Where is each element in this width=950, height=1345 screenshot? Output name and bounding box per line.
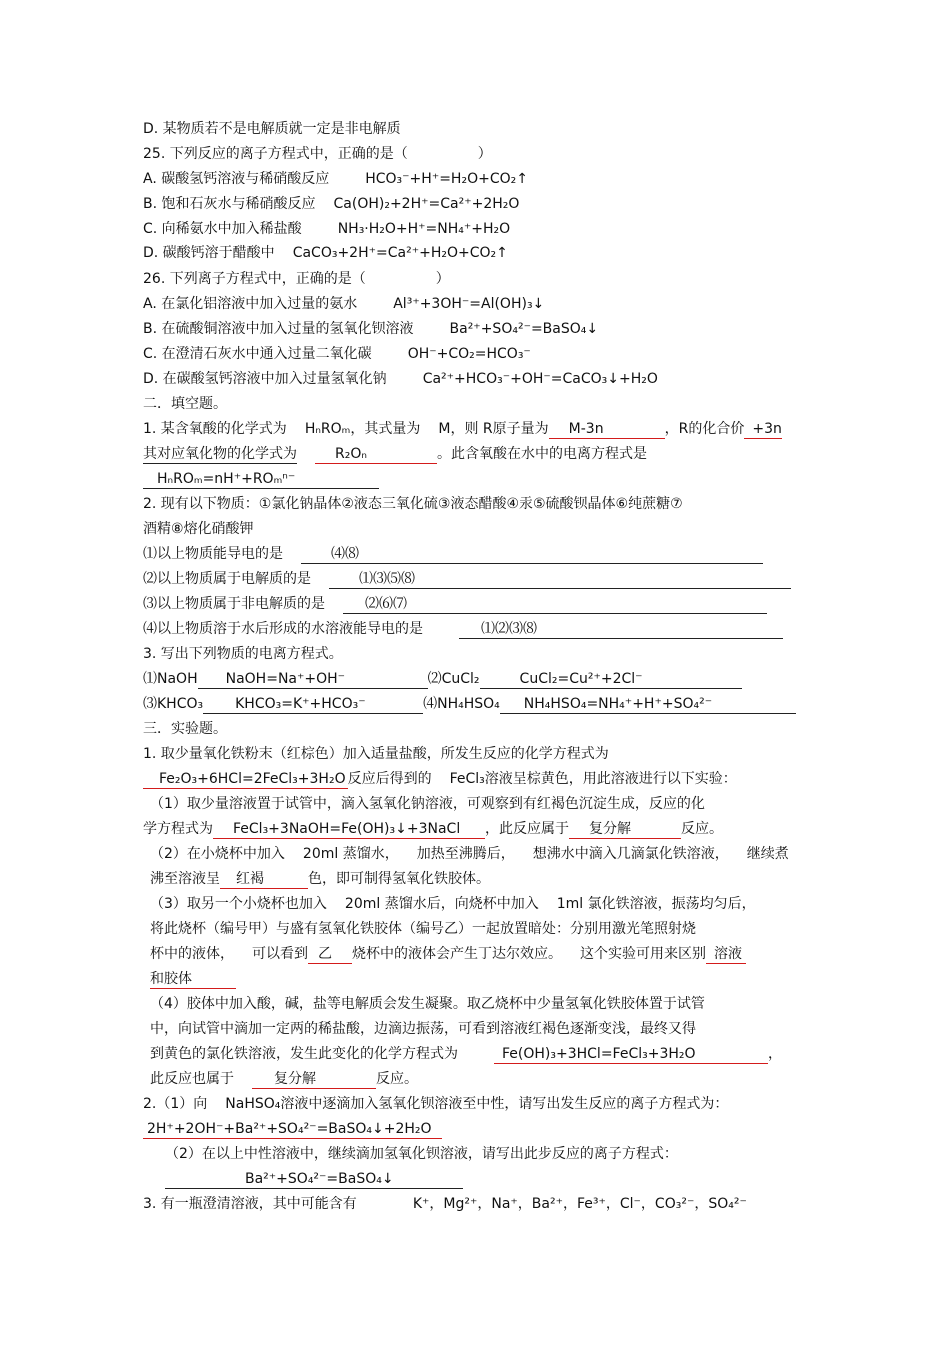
answer-atomic-mass: M-3n [549, 420, 665, 439]
text: ⑶以上物质属于非电解质的是 [143, 596, 325, 612]
text: ， [768, 1046, 782, 1062]
text: 1ml 氯化铁溶液，振荡均匀后， [556, 896, 756, 912]
text: B. 在硫酸铜溶液中加入过量的氢氧化钡溶液 [143, 321, 414, 337]
text: ⑶KHCO₃ [143, 696, 204, 712]
exp-q1-part4-line4 [150, 1070, 418, 1089]
text: 想沸水中滴入几滴氯化铁溶液， [532, 846, 729, 862]
text: 反应。 [376, 1071, 418, 1087]
answer-valence: +3n [744, 420, 782, 439]
text: ⑵以上物质属于电解质的是 [143, 571, 311, 587]
text: 酒精⑧熔化硝酸钾 [143, 521, 254, 537]
text: ⑷NH₄HSO₄ [423, 696, 500, 712]
equation: Ba²⁺+SO₄²⁻=BaSO₄↓ [449, 321, 599, 337]
text: 1. 取少量氧化铁粉末（红棕色）加入适量盐酸，所发生反应的化学方程式为 [143, 746, 609, 762]
text: 三．实验题。 [143, 721, 227, 737]
answer-ionization: HₙROₘ=nH⁺+ROₘⁿ⁻ [143, 470, 379, 489]
answer-fe2o3-hcl: Fe₂O₃+6HCl=2FeCl₃+3H₂O [143, 770, 348, 789]
fill-q1-line3 [143, 470, 379, 489]
text: 色，即可制得氢氧化铁胶体。 [308, 871, 490, 887]
text: M，则 R原子量为 [438, 421, 549, 437]
equation: Ca(OH)₂+2H⁺=Ca²⁺+2H₂O [333, 196, 520, 212]
text: 将此烧杯（编号甲）与盛有氢氧化铁胶体（编号乙）一起放置暗处：分别用激光笔照射烧 [150, 921, 696, 937]
exp-q2-part1-answer [143, 1120, 442, 1139]
text: ⑵CuCl₂ [427, 671, 480, 687]
fill-q3-stem [143, 645, 343, 663]
text: 此反应也属于 [150, 1071, 234, 1087]
q24-option-d [143, 120, 401, 138]
text: 3. 写出下列物质的电离方程式。 [143, 646, 343, 662]
answer-barium-sulfate: Ba²⁺+SO₄²⁻=BaSO₄↓ [165, 1170, 463, 1189]
answer-fecl3-naoh: FeCl₃+3NaOH=Fe(OH)₃↓+3NaCl [213, 820, 485, 839]
exp-q1-part3-line2 [150, 920, 696, 938]
q26-option-c [143, 345, 531, 363]
text: 这个实验可用来区别 [580, 946, 706, 962]
equation: HCO₃⁻+H⁺=H₂O+CO₂↑ [365, 171, 528, 187]
text: 20ml 蒸馏水后，向烧杯中加入 [344, 896, 539, 912]
exp-q2-part2-answer [165, 1170, 463, 1189]
text: 1. 某含氧酸的化学式为 [143, 421, 287, 437]
text: （2）在小烧杯中加入 [150, 846, 285, 862]
text: 可以看到 [252, 946, 308, 962]
text: 26. 下列离子方程式中，正确的是（ ） [143, 271, 450, 287]
text: 2. 现有以下物质：①氯化钠晶体②液态三氧化硫③液态醋酸④汞⑤硫酸钡晶体⑥纯蔗糖⑦ [143, 496, 683, 512]
exp-q1-stem [143, 745, 609, 763]
q25-option-a [143, 170, 528, 188]
text: 杯中的液体， [150, 946, 234, 962]
text: ⑴NaOH [143, 671, 198, 687]
section-fill-in-heading [143, 395, 227, 413]
q25-stem [143, 145, 492, 163]
text: FeCl₃溶液呈棕黄色，用此溶液进行以下实验： [449, 771, 737, 787]
ion-list: K⁺，Mg²⁺，Na⁺，Ba²⁺，Fe³⁺，Cl⁻，CO₃²⁻，SO₄²⁻ [412, 1196, 747, 1212]
q26-option-b [143, 320, 598, 338]
answer-distinguish-cont: 和胶体 [150, 970, 236, 989]
answer-nonelectrolytes: ⑵⑹⑺ [343, 595, 767, 614]
exp-q1-part2-line2 [150, 870, 490, 889]
text: D. 在碳酸氢钙溶液中加入过量氢氧化钠 [143, 371, 387, 387]
exp-q1-part2-line1 [150, 845, 789, 863]
text: ⑴以上物质能导电的是 [143, 546, 283, 562]
text: D. 碳酸钙溶于醋酸中 [143, 245, 275, 261]
text: 反应。 [681, 821, 723, 837]
q26-option-a [143, 295, 544, 313]
text: 烧杯中的液体会产生丁达尔效应。 [352, 946, 562, 962]
exp-q3-stem [143, 1195, 747, 1213]
text: C. 在澄清石灰水中通入过量二氧化碳 [143, 346, 372, 362]
fill-q2-sub1 [143, 545, 763, 564]
text: （4）胶体中加入酸，碱，盐等电解质会发生凝聚。取乙烧杯中少量氢氧化铁胶体置于试管 [150, 996, 705, 1012]
q25-option-c [143, 220, 510, 238]
answer-khco3: KHCO₃=K⁺+HCO₃⁻ [203, 695, 423, 714]
text: 二．填空题。 [143, 396, 227, 412]
text: D. 某物质若不是电解质就一定是非电解质 [143, 121, 401, 137]
fill-q2-line1 [143, 495, 683, 513]
equation: CaCO₃+2H⁺=Ca²⁺+H₂O+CO₂↑ [292, 245, 508, 261]
answer-beaker: 乙 [308, 945, 352, 964]
text: （3）取另一个小烧杯也加入 [150, 896, 327, 912]
exp-q1-part3-line1 [150, 895, 756, 913]
exp-q1-part4-line3 [150, 1045, 782, 1064]
equation: NH₃·H₂O+H⁺=NH₄⁺+H₂O [337, 221, 511, 237]
text: 继续煮 [746, 846, 789, 862]
answer-conductive: ⑷⑻ [301, 545, 763, 564]
exp-q1-part3-line3 [150, 945, 746, 964]
text: 3. 有一瓶澄清溶液，其中可能含有 [143, 1196, 357, 1212]
fill-q1-line1 [143, 420, 782, 439]
equation: Al³⁺+3OH⁻=Al(OH)₃↓ [393, 296, 545, 312]
answer-reaction-type-2: 复分解 [252, 1070, 376, 1089]
text: ，R的化合价 [664, 421, 745, 437]
exp-q1-part3-line4 [150, 970, 236, 989]
equation: Ca²⁺+HCO₃⁻+OH⁻=CaCO₃↓+H₂O [422, 371, 658, 387]
answer-solution-conductive: ⑴⑵⑶⑻ [459, 620, 783, 639]
q25-option-d [143, 244, 508, 262]
text: HₙROₘ，其式量为 [304, 421, 421, 437]
answer-distinguish: 溶液 [706, 945, 746, 964]
text: 到黄色的氯化铁溶液，发生此变化的化学方程式为 [150, 1046, 458, 1062]
text: 其对应氧化物的化学式为 [143, 446, 297, 462]
q26-stem [143, 270, 450, 288]
exp-q1-part4-line1 [150, 995, 705, 1013]
text: 沸至溶液呈 [150, 871, 220, 887]
text: 2.（1）向 [143, 1096, 208, 1112]
answer-oxide-formula: R₂Oₙ [315, 445, 437, 464]
fill-q2-line2 [143, 520, 254, 538]
exp-q2-part1-stem [143, 1095, 728, 1113]
text: C. 向稀氨水中加入稀盐酸 [143, 221, 302, 237]
answer-naoh: NaOH=Na⁺+OH⁻ [198, 670, 428, 689]
answer-feoh3-hcl: Fe(OH)₃+3HCl=FeCl₃+3H₂O [494, 1045, 768, 1064]
text: 25. 下列反应的离子方程式中，正确的是（ ） [143, 146, 492, 162]
text: 加热至沸腾后， [416, 846, 515, 862]
fill-q2-sub2 [143, 570, 791, 589]
text: A. 在氯化铝溶液中加入过量的氨水 [143, 296, 358, 312]
text: ⑷以上物质溶于水后形成的水溶液能导电的是 [143, 621, 423, 637]
exp-q1-part1-line1 [150, 795, 705, 813]
text: 。此含氧酸在水中的电离方程式是 [437, 446, 647, 462]
text: 反应后得到的 [347, 771, 432, 787]
exp-q2-part2-stem [165, 1145, 678, 1163]
fill-q3-row1 [143, 670, 742, 689]
text: ，此反应属于 [485, 821, 569, 837]
answer-color: 红褐 [220, 870, 308, 889]
exp-q1-line2 [143, 770, 737, 789]
fill-q3-row2 [143, 695, 796, 714]
fill-q2-sub3 [143, 595, 767, 614]
text: A. 碳酸氢钙溶液与稀硝酸反应 [143, 171, 330, 187]
q25-option-b [143, 195, 519, 213]
exp-q1-part4-line2 [150, 1020, 696, 1038]
text: 中，向试管中滴加一定两的稀盐酸，边滴边振荡，可看到溶液红褐色逐渐变浅，最终又得 [150, 1021, 696, 1037]
answer-nh4hso4: NH₄HSO₄=NH₄⁺+H⁺+SO₄²⁻ [500, 695, 796, 714]
text: （1）取少量溶液置于试管中，滴入氢氧化钠溶液，可观察到有红褐色沉淀生成，反应的化 [150, 796, 705, 812]
fill-q1-line2 [143, 445, 647, 464]
answer-electrolytes: ⑴⑶⑸⑻ [329, 570, 791, 589]
answer-cucl2: CuCl₂=Cu²⁺+2Cl⁻ [480, 670, 742, 689]
equation: OH⁻+CO₂=HCO₃⁻ [407, 346, 531, 362]
fill-q2-sub4 [143, 620, 783, 639]
q26-option-d [143, 370, 658, 388]
text: 20ml 蒸馏水， [302, 846, 399, 862]
answer-reaction-type-1: 复分解 [569, 820, 681, 839]
text: NaHSO₄溶液中逐滴加入氢氧化钡溶液至中性，请写出发生反应的离子方程式为： [225, 1096, 729, 1112]
text: 学方程式为 [143, 821, 213, 837]
exp-q1-part1-line2 [143, 820, 723, 839]
answer-neutralization: 2H⁺+2OH⁻+Ba²⁺+SO₄²⁻=BaSO₄↓+2H₂O [143, 1120, 442, 1139]
section-experiment-heading [143, 720, 227, 738]
text: B. 饱和石灰水与稀硝酸反应 [143, 196, 316, 212]
text: （2）在以上中性溶液中，继续滴加氢氧化钡溶液，请写出此步反应的离子方程式： [165, 1146, 678, 1162]
